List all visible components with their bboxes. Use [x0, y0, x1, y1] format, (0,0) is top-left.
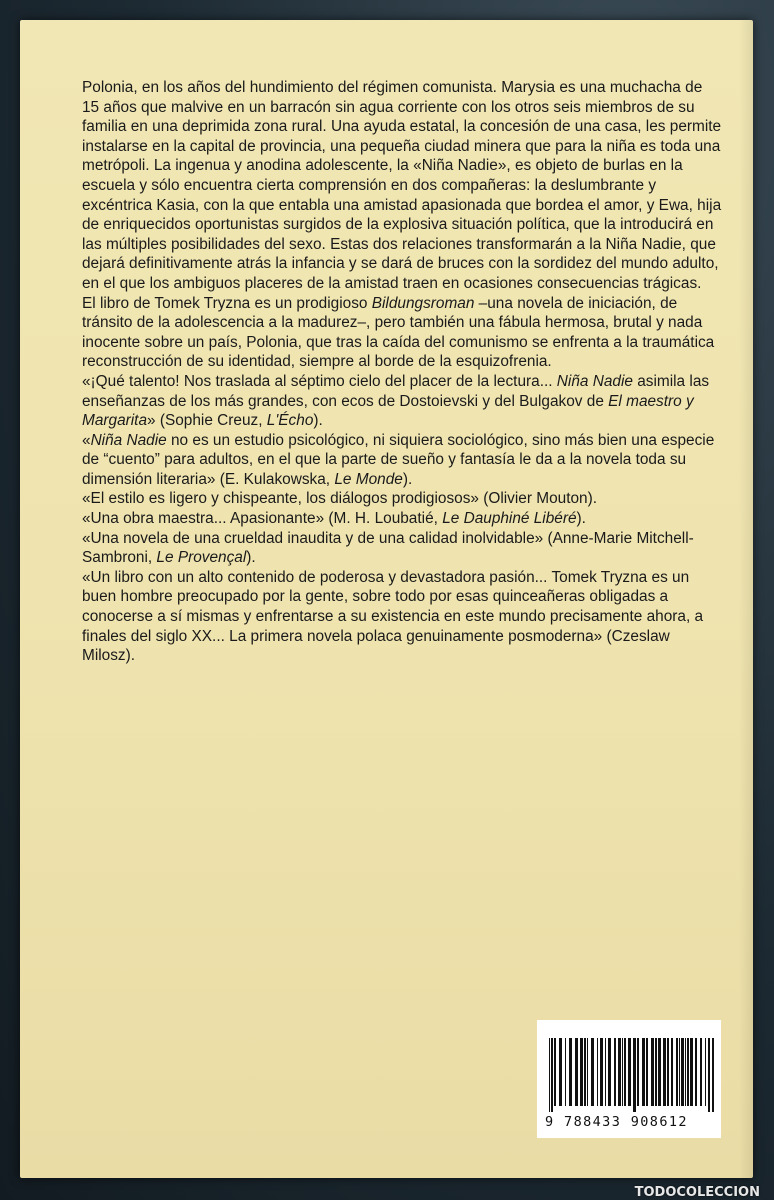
blurb-text-run: «Una novela de una crueldad inaudita y de una calidad inolvidable» (Anne-Marie Mitchell-Sambroni,	[82, 529, 694, 567]
blurb-text-run: ).	[246, 549, 256, 567]
barcode-bar	[559, 1038, 562, 1106]
blurb-paragraph	[82, 294, 722, 372]
barcode-bar	[712, 1038, 714, 1112]
book-back-cover	[20, 20, 753, 1178]
barcode-bar	[600, 1038, 603, 1106]
blurb-paragraph	[82, 568, 722, 666]
isbn-barcode	[537, 1020, 721, 1138]
barcode-bar	[628, 1038, 631, 1106]
barcode-bar	[584, 1038, 586, 1106]
barcode-bar	[618, 1038, 621, 1106]
blurb-italic-run: Bildungsroman	[371, 294, 475, 312]
barcode-bar	[695, 1038, 697, 1106]
barcode-bar	[575, 1038, 578, 1106]
barcode-bar	[565, 1038, 566, 1106]
barcode-bar	[651, 1038, 654, 1106]
barcode-bar	[569, 1038, 572, 1106]
blurb-text-run: » (Sophie Creuz,	[147, 412, 267, 430]
barcode-bar	[646, 1038, 648, 1106]
blurb-paragraph	[82, 529, 722, 568]
barcode-bar	[708, 1038, 710, 1112]
blurb-italic-run: Niña Nadie	[556, 372, 633, 390]
barcode-bar	[671, 1038, 673, 1106]
barcode-bar	[658, 1038, 661, 1106]
blurb-text-run: «¡Qué talento! Nos traslada al séptimo cielo del placer de la lectura...	[82, 372, 557, 390]
watermark-text: TODOCOLECCION	[634, 1185, 760, 1200]
barcode-bar	[663, 1038, 666, 1106]
blurb-italic-run: El maestro y Margarita	[82, 392, 694, 430]
blurb-paragraph	[82, 78, 722, 294]
barcode-bar	[637, 1038, 639, 1106]
barcode-bar	[655, 1038, 657, 1106]
barcode-bar	[633, 1038, 636, 1112]
barcode-bar	[700, 1038, 702, 1106]
barcode-bar	[591, 1038, 594, 1106]
barcode-bar	[580, 1038, 583, 1106]
back-cover-blurb	[82, 78, 722, 666]
barcode-bar	[608, 1038, 611, 1106]
blurb-text-run: Polonia, en los años del hundimiento del régimen comunista. Marysia es una muchacha de 15 años que malvive en un barracón sin agua corriente con los otros seis miembros de su familia en una deprimida zona rural. Una ayuda estatal, la concesión de una casa, les permite instalarse en la capital de provincia, una pequeña ciudad minera que para la niña es toda una metrópoli. La ingenua y anodina adolescente, la «Niña Nadie», es objeto de burlas en la escuela y sólo encuentra cierta comprensión en dos compañeras: la deslumbrante y excéntrica Kasia, con la que entabla una amistad apasionada que bordea el amor, y Ewa, hija de enriquecidos oportunistas surgidos de la explosiva situación política, que la introducirá en las múltiples posibilidades del sexo. Estas dos relaciones transformarán a la Niña Nadie, que dejará definitivamente atrás la infancia y se dará de bruces con la sordidez del mundo adulto, en el que los ambiguos placeres de la amistad traen en ocasiones consecuencias trágicas.	[82, 79, 722, 292]
blurb-paragraph	[82, 431, 722, 490]
blurb-text-run: El libro de Tomek Tryzna es un prodigioso	[82, 294, 372, 312]
blurb-text-run: «El estilo es ligero y chispeante, los diálogos prodigiosos» (Olivier Mouton).	[82, 490, 597, 508]
barcode-bar	[551, 1038, 553, 1112]
barcode-bar	[676, 1038, 678, 1106]
blurb-text-run: ).	[402, 470, 413, 488]
blurb-text-run: no es un estudio psicológico, ni siquiera sociológico, sino más bien una especie de “cuento” para adultos, en el que la parte de sueño y fantasía le da a la novela toda su dimensión literaria» (E. Kulakowska,	[82, 431, 715, 488]
barcode-bar	[687, 1038, 689, 1106]
blurb-paragraph	[82, 372, 722, 431]
barcode-bar	[597, 1038, 598, 1106]
barcode-bar	[690, 1038, 693, 1106]
blurb-paragraph	[82, 489, 722, 509]
blurb-text-run: ).	[576, 510, 586, 528]
blurb-text-run: «	[82, 431, 91, 449]
blurb-paragraph	[82, 509, 722, 529]
barcode-bars	[549, 1038, 714, 1112]
barcode-bar	[642, 1038, 645, 1106]
blurb-text-run: –una novela de iniciación, de tránsito de la adolescencia a la madurez–, pero también una fábula hermosa, brutal y nada inocente sobre un país, Polonia, que tras la caída del comunismo se enfrenta a la traumática reconstrucción de su identidad, siempre al borde de la esquizofrenia.	[82, 294, 715, 371]
book-edge-shadow	[739, 20, 753, 1178]
blurb-text-run: «Una obra maestra... Apasionante» (M. H. Loubatié,	[82, 510, 443, 528]
barcode-bar	[681, 1038, 684, 1106]
barcode-bar	[549, 1038, 550, 1112]
barcode-bar	[705, 1038, 706, 1106]
barcode-bar	[554, 1038, 556, 1106]
barcode-bar	[667, 1038, 669, 1106]
blurb-italic-run: Le Monde	[334, 470, 403, 488]
blurb-text-run: asimila las enseñanzas de los más grandes, con ecos de Dostoievski y del Bulgakov de	[82, 372, 710, 410]
barcode-bar	[614, 1038, 616, 1106]
blurb-text-run: ).	[313, 412, 323, 430]
isbn-number: 9 788433 908612	[545, 1114, 688, 1130]
barcode-bar	[679, 1038, 680, 1106]
blurb-italic-run: Le Dauphiné Libéré	[442, 510, 577, 528]
blurb-italic-run: L'Écho	[266, 412, 314, 430]
blurb-italic-run: Le Provençal	[156, 549, 247, 567]
barcode-bar	[624, 1038, 626, 1106]
barcode-bar	[622, 1038, 623, 1106]
barcode-bar	[587, 1038, 588, 1106]
blurb-text-run: «Un libro con un alto contenido de poderosa y devastadora pasión... Tomek Tryzna es un buen hombre preocupado por la gente, sobre todo por esas quinceañeras obligadas a conocerse a sí mismas y enfrentarse a su existencia en este mundo precisamente ahora, a finales del siglo XX... La primera novela polaca genuinamente posmoderna» (Czeslaw Milosz).	[82, 568, 704, 665]
barcode-bar	[685, 1038, 686, 1106]
blurb-italic-run: Niña Nadie	[90, 431, 167, 449]
barcode-bar	[605, 1038, 606, 1106]
